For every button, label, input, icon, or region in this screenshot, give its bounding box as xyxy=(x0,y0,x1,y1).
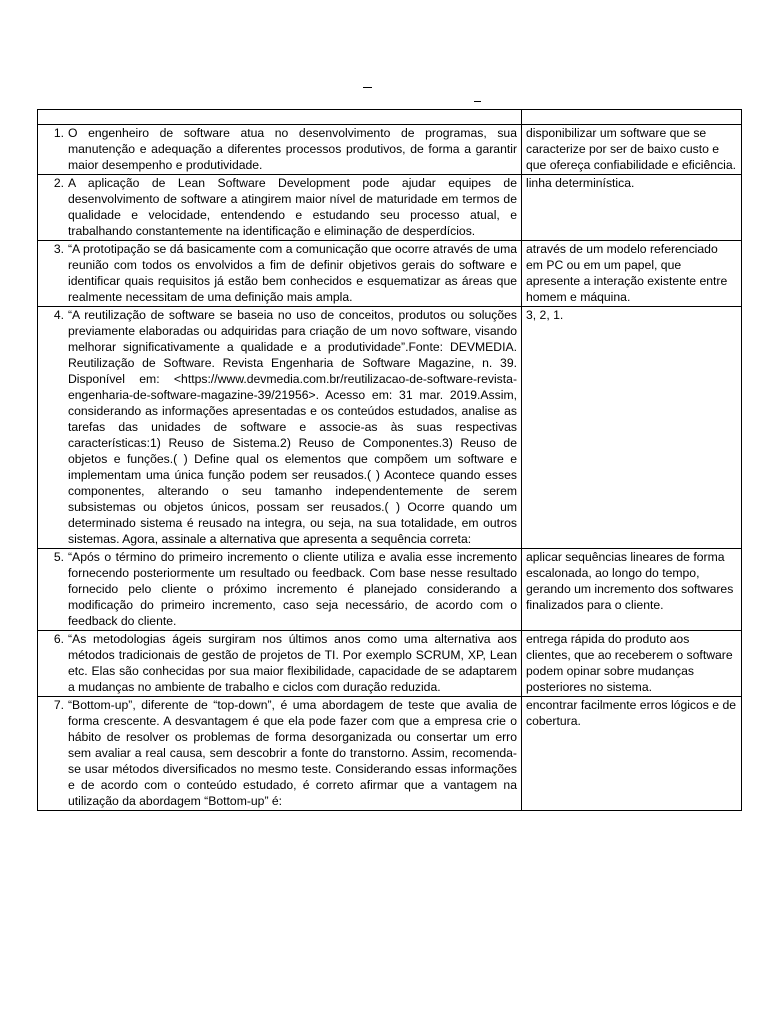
table-row xyxy=(38,307,742,549)
table-row xyxy=(38,125,742,175)
question-cell xyxy=(38,125,522,175)
question-text: A aplicação de Lean Software Development pode ajudar equipes de desenvolvimento de software a atingirem maior nível de maturidade em termos de qualidade e velocidade, entendendo e estudando seu processo atual, e trabalhando constantemente na identificação e eliminação de desperdícios. xyxy=(68,176,517,238)
header-cell-question xyxy=(38,110,522,125)
question-number: 3. xyxy=(53,242,64,256)
table-row xyxy=(38,175,742,241)
question-text: “A reutilização de software se baseia no uso de conceitos, produtos ou soluções previamente elaboradas ou adquiridas para criação de um novo software, visando melhorar significativamente a qualidade e a produtividade”.Fonte: DEVMEDIA. Reutilização de Software. Revista Engenharia de Software Magazine, n. 39. Disponível em: <https://www.devmedia.com.br/reutilizacao-de-software-revista-engenharia-de-software-magazine-39/21956>. Acesso em: 31 mar. 2019.Assim, considerando as informações apresentadas e os conteúdos estudados, analise as tarefas das unidades de software e associe-as às suas respectivas características:1) Reuso de Sistema.2) Reuso de Componentes.3) Reuso de objetos e funções.( ) Define qual os elementos que compõem um software e implementam uma única função podem ser reusados.( ) Acontece quando esses componentes, alterando o seu tamanho independentemente de serem subsistemas ou objetos únicos, possam ser reusados.( ) Ocorre quando um determinado sistema é reusado na integra, ou seja, na sua totalidade, em outros sistemas. Agora, assinale a alternativa que apresenta a sequência correta: xyxy=(68,308,517,546)
question-text: “Bottom-up”, diferente de “top-down”, é uma abordagem de teste que avalia de forma crescente. A desvantagem é que ela pode fazer com que a empresa crie o hábito de resolver os problemas de forma desorganizada ou consertar um erro sem avaliar a real causa, sem descobrir a fonte do transtorno. Assim, recomenda-se usar métodos diversificados no mesmo teste. Considerando essas informações e de acordo com o conteúdo estudado, é correto afirmar que a vantagem na utilização da abordagem “Bottom-up” é: xyxy=(68,698,517,808)
question-text: “A prototipação se dá basicamente com a comunicação que ocorre através de uma reunião com todos os envolvidos a fim de definir objetivos gerais do software e identificar quais requisitos já estão bem conhecidos e esquematizar as áreas que realmente necessitam de uma definição mais ampla. xyxy=(68,242,517,304)
answer-cell: encontrar facilmente erros lógicos e de cobertura. xyxy=(522,697,742,811)
table-row xyxy=(38,631,742,697)
answer-cell: através de um modelo referenciado em PC ou em um papel, que apresente a interação existente entre homem e máquina. xyxy=(522,241,742,307)
table-row xyxy=(38,241,742,307)
question-answer-table xyxy=(37,109,742,811)
answer-cell: entrega rápida do produto aos clientes, que ao receberem o software podem opinar sobre mudanças posteriores no sistema. xyxy=(522,631,742,697)
question-cell xyxy=(38,241,522,307)
question-text: O engenheiro de software atua no desenvolvimento de programas, sua manutenção e adequação a diferentes processos produtivos, de forma a garantir maior desempenho e produtividade. xyxy=(68,126,517,172)
question-number: 5. xyxy=(53,550,64,564)
question-cell xyxy=(38,631,522,697)
question-number: 7. xyxy=(53,698,64,712)
answer-cell: aplicar sequências lineares de forma escalonada, ao longo do tempo, gerando um incremento dos softwares finalizados para o cliente. xyxy=(522,549,742,631)
question-text: “As metodologias ágeis surgiram nos últimos anos como uma alternativa aos métodos tradicionais de gestão de projetos de TI. Por exemplo SCRUM, XP, Lean etc. Elas são conhecidas por sua maior flexibilidade, capacidade de se adaptarem a mudanças no ambiente de trabalho e ciclos com duração reduzida. xyxy=(68,632,517,694)
question-cell xyxy=(38,307,522,549)
subtitle-dash-mark xyxy=(474,101,481,102)
answer-cell: linha determinística. xyxy=(522,175,742,241)
question-number: 4. xyxy=(53,308,64,322)
question-number: 1. xyxy=(53,126,64,140)
question-cell xyxy=(38,697,522,811)
answer-cell: 3, 2, 1. xyxy=(522,307,742,549)
table-row xyxy=(38,697,742,811)
question-cell xyxy=(38,175,522,241)
question-number: 6. xyxy=(53,632,64,646)
title-dash-mark xyxy=(363,87,372,88)
table-row xyxy=(38,549,742,631)
header-cell-answer xyxy=(522,110,742,125)
table-header-row xyxy=(38,110,742,125)
question-number: 2. xyxy=(53,176,64,190)
answer-cell: disponibilizar um software que se caracterize por ser de baixo custo e que ofereça confiabilidade e eficiência. xyxy=(522,125,742,175)
question-cell xyxy=(38,549,522,631)
question-text: “Após o término do primeiro incremento o cliente utiliza e avalia esse incremento fornecendo posteriormente um resultado ou feedback. Com base nesse resultado fornecido pelo cliente o próximo incremento é planejado considerando a modificação do primeiro incremento, caso seja necessário, de acordo com o feedback do cliente. xyxy=(68,550,517,628)
